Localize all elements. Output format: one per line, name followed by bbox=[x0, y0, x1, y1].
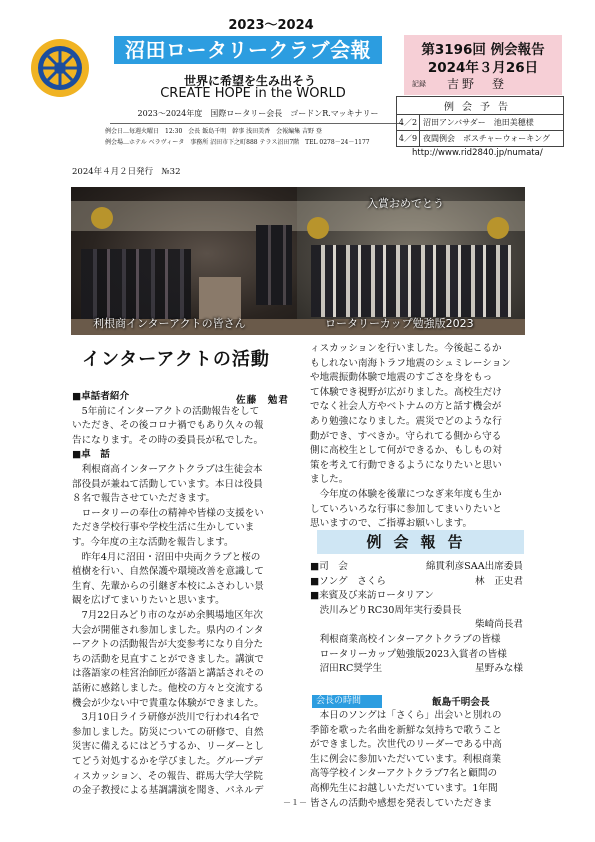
text-line: 策を考えて行動できるようになりたいと思い bbox=[310, 459, 502, 471]
photo-right-top-caption: 入賞おめでとう bbox=[367, 197, 444, 210]
photo-left-caption: 利根商インターアクトの皆さん bbox=[93, 317, 246, 330]
reikai-title: 例会報告 bbox=[317, 530, 524, 554]
text-line: 思いますので、ご指導お願いします。 bbox=[310, 518, 473, 530]
schedule-title: 例会予告 bbox=[397, 97, 563, 115]
text-line: 側に高校生として何ができるか、もしもの対 bbox=[310, 445, 502, 457]
header-divider bbox=[110, 123, 403, 124]
reikai-row-value: 林 正史君 bbox=[475, 575, 523, 587]
text-line: 植樹を行い、自然保護や環境改善を意識して bbox=[72, 566, 264, 578]
reikai-row bbox=[310, 589, 523, 604]
reikai-row bbox=[310, 633, 523, 648]
text-line: 7月22日みどり市のながめ余興場地区年次 bbox=[72, 610, 263, 621]
schedule-event: 沼田アンバサダー 池田美穂様 bbox=[423, 118, 534, 127]
text-line: 昨年4月に沼田・沼田中央両クラブと桜の bbox=[72, 551, 261, 563]
photo-people bbox=[311, 245, 511, 317]
reikai-row-label: 沼田RC奨学生 bbox=[310, 663, 383, 675]
text-line: てどう対処するかを学びました。グループデ bbox=[72, 756, 264, 767]
text-line: ィスカッションを行いました。今後起こるか bbox=[310, 343, 502, 354]
president-name: 飯島千明会長 bbox=[432, 697, 490, 708]
slogan-en: CREATE HOPE in the WORLD bbox=[160, 86, 346, 101]
rotary-cup-photo bbox=[297, 187, 525, 335]
reikai-row-label: 渋川みどりRC30周年実行委員長 bbox=[310, 604, 462, 616]
text-line: 今年度の体験を後輩につなぎ来年度も生か bbox=[310, 489, 502, 500]
text-line: 5年前にインターアクトの活動報告をして bbox=[72, 405, 260, 417]
text-line: ■卓 話 bbox=[72, 449, 110, 461]
article-title: インターアクトの活動 bbox=[82, 349, 270, 370]
text-line: 生育、先輩からの引継ぎ本校にふさわしい景 bbox=[72, 580, 264, 592]
rotary-flag-icon bbox=[487, 217, 509, 239]
year-range: 2023～2024 bbox=[228, 18, 314, 33]
newsletter-title: 沼田ロータリークラブ会報 bbox=[114, 36, 382, 64]
report-date: 2024年３月26日 bbox=[427, 60, 539, 76]
reikai-row-label: ロータリーカップ勉強版2023入賞者の皆様 bbox=[310, 648, 507, 660]
text-line: 告になります。その時の委員長が私でした。 bbox=[72, 434, 264, 446]
interact-members-photo bbox=[71, 187, 297, 335]
text-line: す。今年度の主な活動を報告します。 bbox=[72, 537, 234, 548]
text-line: 参加しました。防災についての研修で、自然 bbox=[72, 726, 264, 738]
speaker-heading: ■卓話者紹介 bbox=[72, 391, 130, 402]
reikai-row-label: ■ソング さくら bbox=[310, 575, 387, 587]
text-line: していろいろな行事に参加してまいりたいと bbox=[310, 503, 502, 515]
photo-person bbox=[256, 225, 292, 305]
schedule-row bbox=[397, 115, 563, 131]
reikai-row bbox=[310, 648, 523, 663]
text-line: ロータリーの奉仕の精神や皆様の支援をい bbox=[72, 507, 264, 519]
text-line: でなく社会人方やベトナムの方と話す機会が bbox=[310, 401, 502, 413]
reikai-row-label: 利根商業高校インターアクトクラブの皆様 bbox=[310, 634, 501, 645]
text-line: 部役員が兼ねて活動しています。本日は役員 bbox=[72, 478, 263, 490]
text-line: の金子教授による基調講演を聞き、パネルデ bbox=[72, 785, 264, 797]
issue-info: 2024年４月２日発行 №32 bbox=[72, 167, 181, 177]
text-line: 機会が少ない中で貴重な体験ができました。 bbox=[72, 697, 264, 709]
text-line: 3月10日ライラ研修が渋川で行われ4名で bbox=[72, 712, 260, 724]
rotary-flag-icon bbox=[307, 217, 329, 239]
schedule-table bbox=[396, 96, 564, 147]
text-line: 高等学校インターアクトクラブ7名と顧問の bbox=[310, 768, 498, 780]
recorder-label: 記録 bbox=[412, 80, 426, 88]
text-line: 大会が開催され参加しました。県内のインタ bbox=[72, 624, 264, 636]
text-line: 本日のソングは「さくら」出会いと別れの bbox=[310, 710, 502, 721]
reikai-row-label: ■司 会 bbox=[310, 561, 348, 572]
rotary-logo-icon bbox=[30, 38, 90, 98]
slogan-jp: 世界に希望を生み出そう bbox=[183, 74, 316, 88]
text-line: 話術に感銘しました。他校の方々と交流する bbox=[72, 683, 264, 694]
year-info: 2023～2024年度 国際ロータリー会長 ゴードンR.マッキナリー bbox=[137, 109, 379, 118]
text-line: 季節を歌った名曲を新鮮な気持ちで歌うこと bbox=[310, 724, 502, 736]
reikai-row-value: 綿貫利彦SAA出席委員 bbox=[425, 561, 523, 572]
text-line: 高柳先生にお越しいただいています。1年間 bbox=[310, 783, 498, 794]
text-line: ィスカッション、その報告、群馬大学大学院 bbox=[72, 770, 263, 782]
text-line: 観を広げてまいりたいと思います。 bbox=[72, 595, 225, 607]
recorder-name: 吉野 登 bbox=[447, 77, 508, 91]
text-line: ーアクトの活動報告が大変参考になり自分た bbox=[72, 639, 264, 651]
text-line: あり勉強になりました。震災でどのような行 bbox=[310, 416, 502, 427]
text-line: ８名で報告させていただきます。 bbox=[72, 493, 216, 505]
reikai-row bbox=[310, 560, 523, 575]
text-line: ちの活動を見直すことができました。講演で bbox=[72, 653, 264, 665]
text-line: ができました。次世代のリーダーである中高 bbox=[310, 739, 502, 751]
text-line: て体験でき視野が広がりました。高校生だけ bbox=[310, 386, 502, 398]
reikai-row-label: ■来賓及び来訪ロータリアン bbox=[310, 590, 434, 602]
president-time-label: 会長の時間 bbox=[312, 695, 382, 708]
text-line: 生に例会に参加いただいています。利根商業 bbox=[310, 753, 502, 765]
schedule-row bbox=[397, 131, 563, 146]
page-number: －１－ bbox=[283, 798, 307, 807]
text-line: いただき、その後コロナ禍でもあり久々の報 bbox=[72, 420, 264, 432]
reikai-row bbox=[310, 604, 523, 619]
reikai-row-value: 星野みな様 bbox=[475, 663, 523, 675]
venue-info: 例会場…ホテル ベラヴィータ 事務所 沼田市下之町888 テラス沼田7階 TEL 0278－24－1177 bbox=[105, 139, 370, 146]
meeting-info: 例会日…毎週火曜日 12:30 会長 飯島千明 幹事 浅田美香 会報編集 吉野 登 bbox=[105, 128, 322, 135]
photo-right-caption: ロータリーカップ勉強版2023 bbox=[325, 317, 474, 330]
text-line: 皆さんの活動や感想を発表していただきま bbox=[310, 797, 493, 809]
schedule-date: 4／9 bbox=[397, 131, 420, 146]
photo-people bbox=[81, 249, 191, 319]
schedule-event: 夜間例会 ボスチャーウォーキング bbox=[423, 134, 551, 143]
text-line: 災害に備えるにはどうするか、リーダーとし bbox=[72, 741, 264, 753]
text-line: 動ができ、すべきか。守られてる側から守る bbox=[310, 430, 502, 442]
text-line: ただき学校行事や学校生活に生かしていま bbox=[72, 522, 255, 534]
text-line: 利根商高インターアクトクラブは生徒会本 bbox=[72, 464, 263, 475]
rotary-flag-icon bbox=[91, 207, 113, 229]
schedule-date: 4／2 bbox=[397, 115, 420, 130]
speaker-name: 佐藤 勉君 bbox=[236, 395, 289, 406]
website-link[interactable]: http://www.rid2840.jp/numata/ bbox=[412, 148, 543, 158]
report-number: 第3196回 例会報告 bbox=[421, 42, 545, 58]
text-line: ました。 bbox=[310, 474, 349, 486]
reikai-row-value: 柴崎尚長君 bbox=[475, 619, 523, 631]
text-line: は落語家の桂宮治師匠が落語と講話されその bbox=[72, 668, 264, 680]
reikai-row bbox=[310, 662, 523, 677]
reikai-row bbox=[310, 575, 523, 590]
text-line: もしれない南海トラフ地震のシュミレーション bbox=[310, 357, 511, 369]
text-line: や地震振動体験で地震のすごさを身をもっ bbox=[310, 372, 493, 384]
